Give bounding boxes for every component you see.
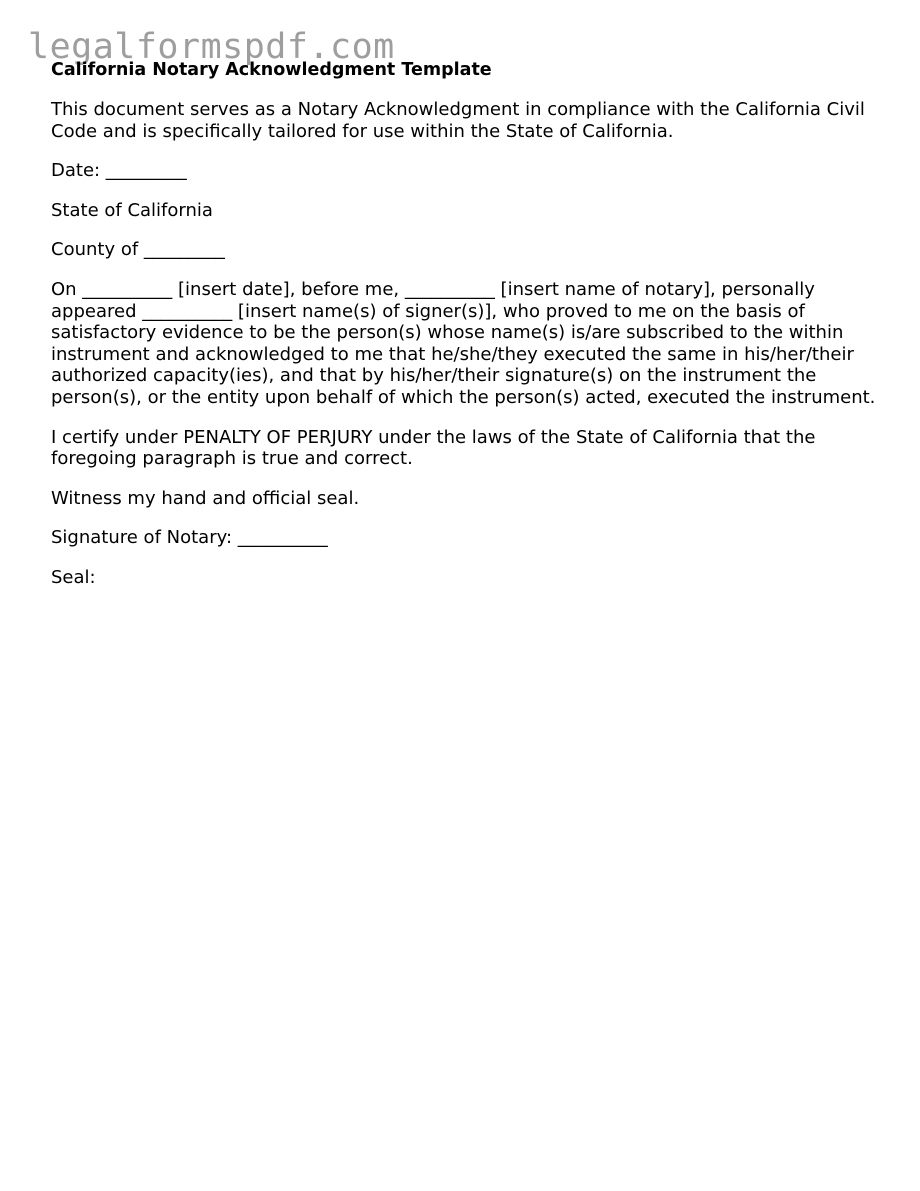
seal-line: Seal: <box>51 566 96 588</box>
intro-paragraph: This document serves as a Notary Acknowledgment in compliance with the California Civil Code and is specifically tailored for use within the State of California. <box>51 99 865 142</box>
document-body <box>51 59 881 607</box>
document-title: California Notary Acknowledgment Template <box>51 60 492 80</box>
county-field-line: County of _________ <box>51 239 225 261</box>
acknowledgment-paragraph: On __________ [insert date], before me, __________ [insert name of notary], personally appeared __________ [insert name(s) of signer(s)], who proved to me on the basis of satisfactory evidence to be the person(s) whose name(s) is/are subscribed to the within instrument and acknowledged to me that he/she/they executed the same in his/her/their authorized capacity(ies), and that by his/her/their signature(s) on the instrument the person(s), or the entity upon behalf of which the person(s) acted, executed the instrument. <box>51 278 876 408</box>
witness-line: Witness my hand and official seal. <box>51 487 360 509</box>
state-line: State of California <box>51 199 213 221</box>
certification-paragraph: I certify under PENALTY OF PERJURY under the laws of the State of California that the foregoing paragraph is true and correct. <box>51 426 816 470</box>
watermark-text: legalformspdf.com <box>28 27 395 67</box>
notary-signature-line: Signature of Notary: __________ <box>51 527 328 549</box>
date-field-line: Date: _________ <box>51 160 187 182</box>
